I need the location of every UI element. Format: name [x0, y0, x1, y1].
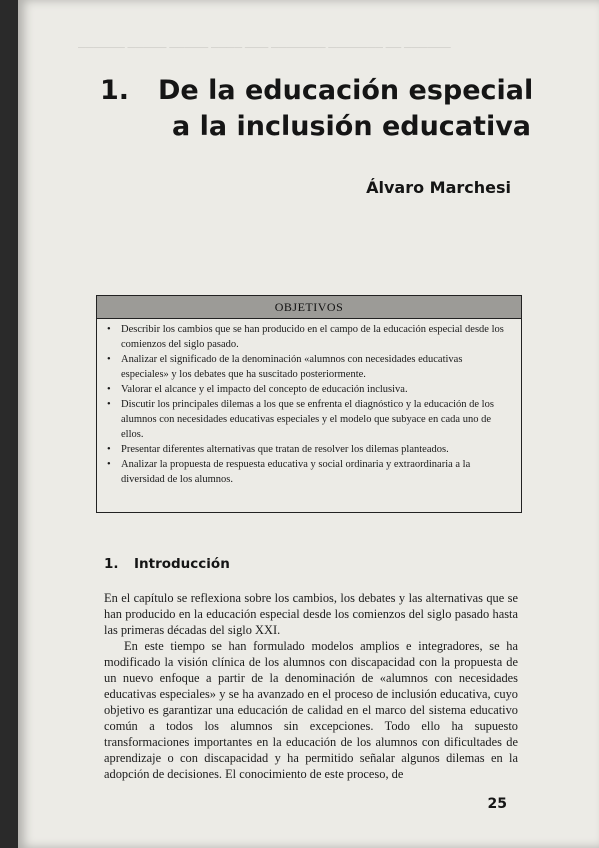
objective-item: • Presentar diferentes alternativas que tratan de resolver los dilemas planteados.	[107, 442, 511, 457]
book-page	[18, 0, 599, 848]
paragraph: En el capítulo se reflexiona sobre los cambios, los debates y las alternativas que se han producido en la educación especial desde los comienzos del siglo pasado hasta las primeras décadas del siglo XXI.	[104, 591, 518, 637]
objectives-list	[97, 319, 521, 487]
objectives-box	[96, 295, 522, 513]
paragraph: En este tiempo se han formulado modelos amplios e integradores, se ha modificado la visión clínica de los alumnos con discapacidad con la propuesta de un nuevo enfoque a partir de la denominación de «alumnos con necesidades educativas especiales» y se ha avanzado en el proceso de inclusión educativa, cuyo objetivo es garantizar una educación de calidad en el marco del sistema educativo común a todos los alumnos sin excepciones. Todo ello ha supuesto transformaciones importantes en la educación de los alumnos con dificultades de aprendizaje o con discapacidad y ha permitido señalar algunos dilemas en la adopción de decisiones. El conocimiento de este proceso, de	[104, 639, 518, 781]
section-number: 1.	[104, 556, 119, 572]
page-number: 25	[487, 796, 507, 812]
chapter-number: 1.	[100, 75, 130, 106]
objective-item: • Describir los cambios que se han producido en el campo de la educación especial desde los comienzos del siglo pasado.	[107, 322, 511, 352]
objective-item: • Analizar la propuesta de respuesta educativa y social ordinaria y extraordinaria a la diversidad de los alumnos.	[107, 457, 511, 487]
body-text	[104, 590, 518, 782]
objective-item: • Valorar el alcance y el impacto del concepto de educación inclusiva.	[107, 382, 511, 397]
objective-item: • Discutir los principales dilemas a los que se enfrenta el diagnóstico y la educación de los alumnos con necesidades educativas especiales y el modelo que subyace en cada uno de ellos.	[107, 397, 511, 442]
objectives-header: OBJETIVOS	[97, 296, 521, 319]
chapter-title-line1: De la educación especial	[158, 75, 534, 106]
section-title: Introducción	[134, 556, 230, 572]
section-heading	[104, 556, 230, 572]
bleed-through-text: ────── ───── ───── ──── ─── ─────── ─────── ── ──────	[78, 42, 451, 54]
chapter-title-line2: a la inclusión educativa	[172, 111, 532, 142]
chapter-author: Álvaro Marchesi	[366, 178, 511, 197]
objective-item: • Analizar el significado de la denominación «alumnos con necesidades educativas especiales» y los debates que ha suscitado posteriormente.	[107, 352, 511, 382]
